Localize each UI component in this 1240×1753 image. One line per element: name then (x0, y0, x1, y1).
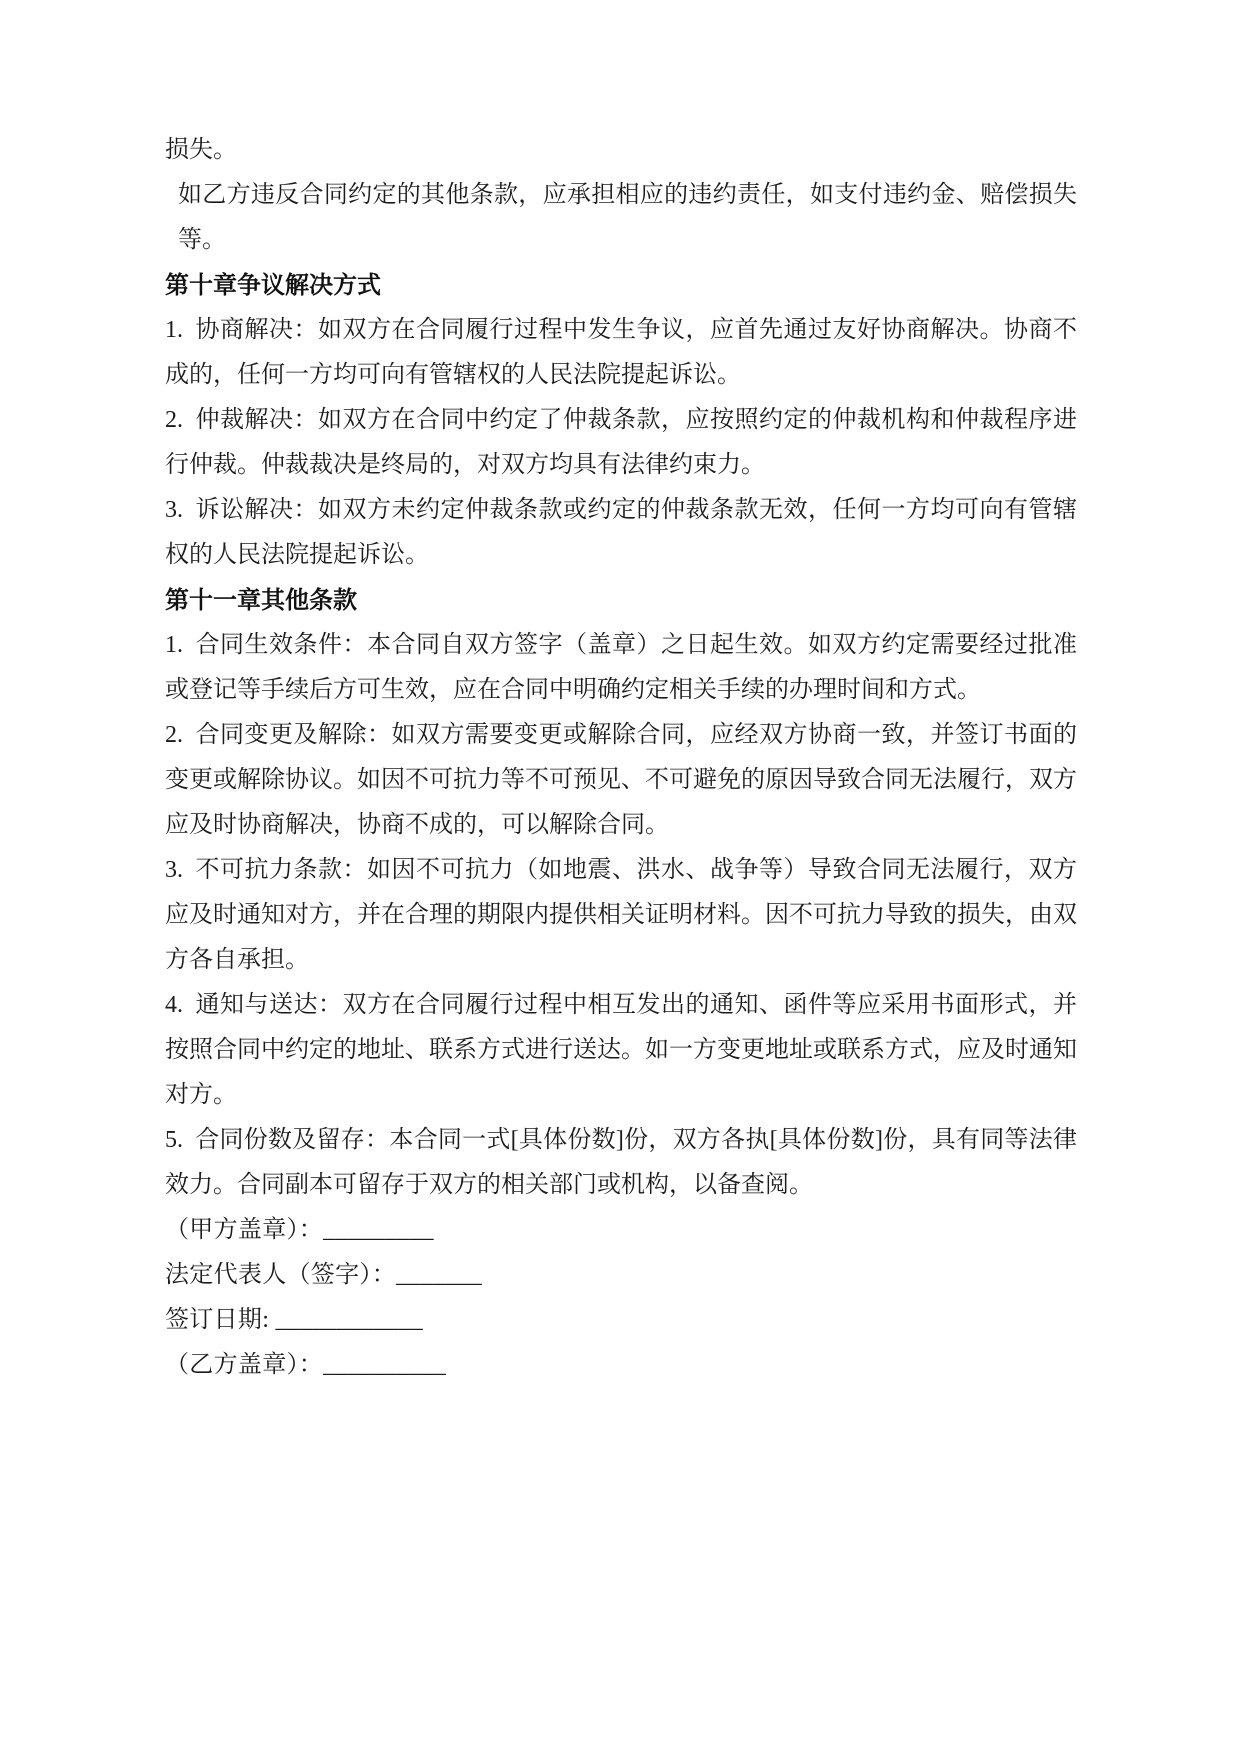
signature-line: （乙方盖章）：__________ (165, 1352, 447, 1378)
signature-line: （甲方盖章）：_________ (165, 1217, 434, 1243)
signature-line: 签订日期: ____________ (165, 1307, 424, 1333)
paragraph: 5. 合同份数及留存：本合同一式[具体份数]份，双方各执[具体份数]份，具有同等法律效力。合同副本可留存于双方的相关部门或机构，以备查阅。 (165, 1127, 1077, 1198)
paragraph: 损失。 (165, 137, 237, 163)
paragraph: 1. 合同生效条件：本合同自双方签字（盖章）之日起生效。如双方约定需要经过批准或登记等手续后方可生效，应在合同中明确约定相关手续的办理时间和方式。 (165, 632, 1077, 703)
signature-line: 法定代表人（签字）：_______ (165, 1262, 483, 1288)
paragraph: 如乙方违反合同约定的其他条款，应承担相应的违约责任，如支付违约金、赔偿损失等。 (178, 182, 1077, 253)
document-body (165, 128, 1077, 1388)
chapter-heading: 第十一章其他条款 (165, 587, 357, 614)
paragraph: 1. 协商解决：如双方在合同履行过程中发生争议，应首先通过友好协商解决。协商不成的，任何一方均可向有管辖权的人民法院提起诉讼。 (165, 317, 1077, 388)
paragraph: 2. 合同变更及解除：如双方需要变更或解除合同，应经双方协商一致，并签订书面的变更或解除协议。如因不可抗力等不可预见、不可避免的原因导致合同无法履行，双方应及时协商解决，协商不成的，可以解除合同。 (165, 722, 1077, 838)
paragraph: 4. 通知与送达：双方在合同履行过程中相互发出的通知、函件等应采用书面形式，并按照合同中约定的地址、联系方式进行送达。如一方变更地址或联系方式，应及时通知对方。 (165, 992, 1077, 1108)
paragraph: 3. 诉讼解决：如双方未约定仲裁条款或约定的仲裁条款无效，任何一方均可向有管辖权的人民法院提起诉讼。 (165, 497, 1077, 568)
paragraph: 3. 不可抗力条款：如因不可抗力（如地震、洪水、战争等）导致合同无法履行，双方应及时通知对方，并在合理的期限内提供相关证明材料。因不可抗力导致的损失，由双方各自承担。 (165, 857, 1077, 973)
chapter-heading: 第十章争议解决方式 (165, 272, 381, 299)
paragraph: 2. 仲裁解决：如双方在合同中约定了仲裁条款，应按照约定的仲裁机构和仲裁程序进行仲裁。仲裁裁决是终局的，对双方均具有法律约束力。 (165, 407, 1077, 478)
